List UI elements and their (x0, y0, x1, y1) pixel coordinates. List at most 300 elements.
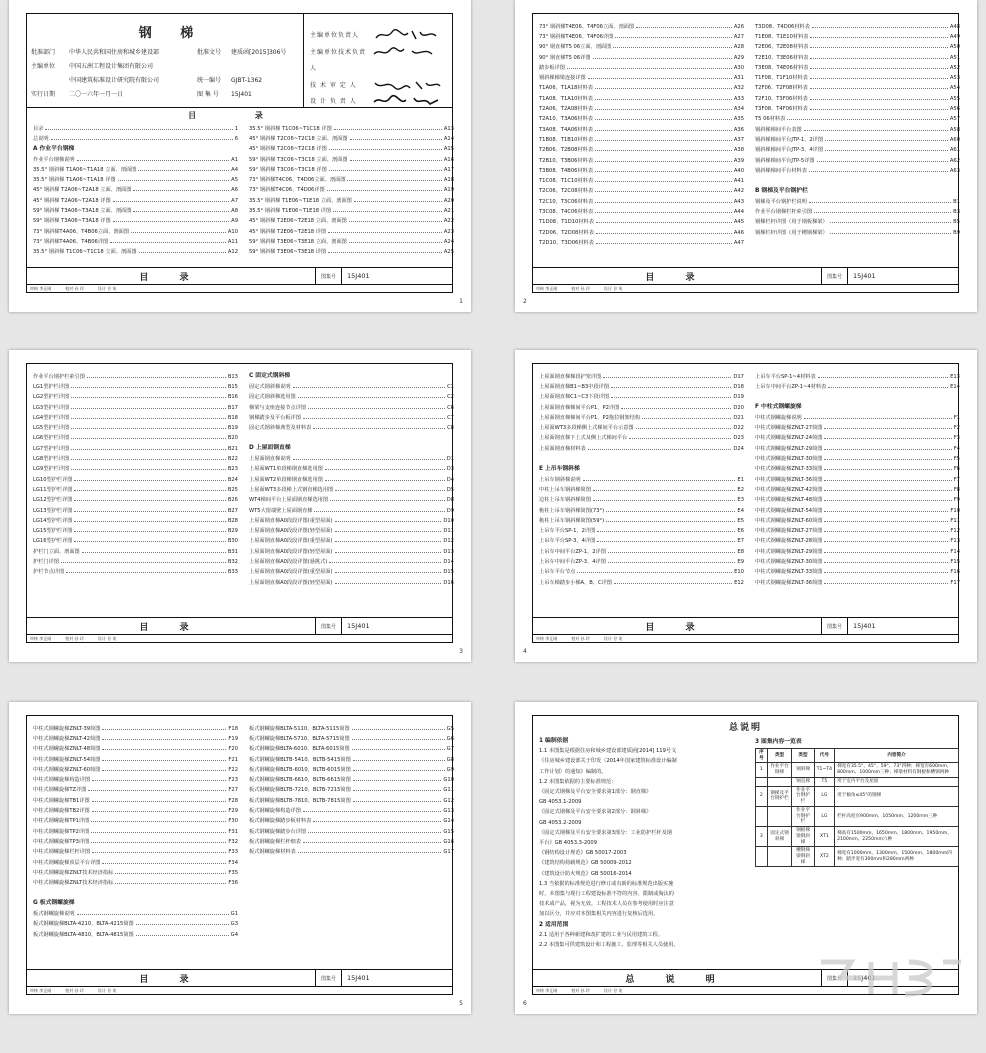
toc-row (755, 63, 960, 73)
toc-leader-dots (91, 842, 226, 843)
toc-row (33, 837, 238, 847)
sign-design: 设计 谷 英 (603, 285, 623, 291)
toc-page-ref: G13 (443, 808, 454, 815)
toc-leader-dots (71, 449, 226, 450)
toc-row (33, 734, 238, 744)
toc-page-ref: A5 (231, 177, 238, 184)
toc-leader-dots (621, 408, 731, 409)
toc-page-ref: D16 (443, 579, 454, 586)
sign-row (27, 284, 452, 292)
toc-row (249, 557, 454, 567)
toc-leader-dots (804, 418, 952, 419)
table-row (756, 847, 959, 867)
toc-row (33, 909, 238, 919)
toc-page-ref: D3 (446, 466, 454, 473)
toc-entry-label: 上屋面WT3多段梯侧上式梯间平台示意图 (539, 425, 634, 432)
toc-entry-label: 中柱式钢螺旋梯ZNLT-60简图 (755, 517, 823, 524)
toc-leader-dots (71, 469, 226, 470)
toc-entry-label: 板式钢螺旋梯BLTA-4210、BLTA-4215简图 (33, 921, 134, 928)
toc-leader-dots (131, 232, 226, 233)
toc-entry-label: 板式钢螺旋梯踏步板材料表 (249, 818, 312, 825)
toc-entry-label: 中柱式钢螺旋梯ZNLT-33简图 (755, 466, 823, 473)
toc-row (755, 125, 960, 135)
page-number: 1 (459, 298, 463, 305)
toc-leader-dots (92, 801, 227, 802)
toc-page-ref: G6 (446, 735, 454, 742)
toc-row (249, 248, 454, 258)
toc-entry-label: 73° 钢斜梯T4A06、T4B06立面、剖面图 (33, 228, 129, 235)
sheet-page-3 (9, 350, 471, 662)
toc-entry-label: LG3型护栏详图 (33, 404, 70, 411)
toc-entry-label: 中柱式钢螺旋梯构造详图 (33, 777, 91, 784)
toc-row (249, 724, 454, 734)
table-cell-type: 作业平台钢护栏 (792, 806, 814, 826)
cover-left-info (31, 46, 159, 102)
toc-leader-dots (136, 924, 229, 925)
toc-row (539, 228, 744, 238)
table-row (756, 777, 959, 786)
toc-leader-dots (608, 552, 736, 553)
toc-entry-label: T2F10、T3F06材料表 (755, 95, 808, 102)
toc-leader-dots (51, 139, 233, 140)
toc-row (33, 145, 238, 155)
toc-entry-label: 上吊车钢斜梯说明 (539, 476, 581, 483)
toc-page-ref: F1 (953, 414, 960, 421)
toc-entry-label: LG9型护栏详图 (33, 466, 70, 473)
toc-page-ref: F15 (950, 558, 960, 565)
sheet-page-5 (9, 702, 471, 1014)
toc-row (539, 413, 744, 423)
toc-row (249, 393, 454, 403)
toc-leader-dots (818, 377, 948, 378)
toc-entry-label: 中柱式钢螺旋梯ZNLT-42简图 (755, 486, 823, 493)
toc-leader-dots (824, 521, 948, 522)
toc-entry-label: WT4梯间平台上屋面钢直梯选用图 (249, 497, 329, 504)
toc-leader-dots (810, 47, 947, 48)
toc-row (249, 806, 454, 816)
toc-entry-label: 35.5° 钢斜梯 T1E06~T1E18 立面、剖面图 (249, 197, 352, 204)
toc-row (755, 32, 960, 42)
toc-row (249, 175, 454, 185)
toc-entry-label: 中柱式钢螺旋梯ZNLT-24简图 (755, 435, 823, 442)
toc-page-ref: F12 (950, 528, 960, 535)
toc-page-ref: D20 (733, 404, 744, 411)
toc-page-ref: A34 (733, 106, 744, 113)
page-number: 4 (523, 648, 527, 655)
toc-page-ref: A1 (231, 156, 238, 163)
toc-leader-dots (115, 883, 226, 884)
toc-row (33, 568, 238, 578)
toc-page-ref: A10 (227, 228, 238, 235)
toc-page-ref: A37 (733, 136, 744, 143)
toc-entry-label: 上吊车平台SP-1、2详图 (539, 528, 596, 535)
toc-page-ref: A21 (443, 208, 454, 215)
handwritten-signature (372, 78, 442, 92)
atlas-label: 图集号 (321, 624, 337, 630)
toc-row (249, 413, 454, 423)
toc-row (249, 734, 454, 744)
toc-row (33, 134, 238, 144)
toc-entry-label: 上屋面钢直梯A0段段详图(重型屋面) (249, 538, 333, 545)
toc-leader-dots (293, 387, 446, 388)
toc-page-ref: A58 (949, 126, 960, 133)
toc-row (33, 434, 238, 444)
toc-row (539, 156, 744, 166)
toc-entry-label: LG1型护栏详图 (33, 383, 70, 390)
toc-page-ref: E8 (737, 548, 744, 555)
toc-entry-label: 板式钢螺旋梯BLTA-4810、BLTA-4815简图 (33, 931, 134, 938)
site-watermark-logo (801, 948, 971, 1008)
toc-page-ref: D14 (443, 558, 454, 565)
table-cell-no: 3 (756, 827, 768, 847)
toc-entry-label: 59° 钢斜梯 T3A06~T3A18 详图 (33, 218, 111, 225)
info-value: 中华人民共和国住房和城乡建设部 (69, 49, 160, 56)
toc-page-ref: A53 (949, 75, 960, 82)
toc-entry-label: WT5大窗端壁上屋面钢直梯 (249, 507, 313, 514)
sheet-page-2 (515, 0, 977, 312)
toc-entry-label: LG16型护栏详图 (33, 538, 73, 545)
toc-entry-label: T2E06、T2E08材料表 (755, 44, 809, 51)
toc-leader-dots (824, 552, 948, 553)
toc-leader-dots (814, 212, 951, 213)
toc-row (33, 745, 238, 755)
toc-page-ref: E6 (737, 528, 744, 535)
info-key: 批准文号 (197, 49, 222, 56)
toc-page-ref: F4 (953, 445, 960, 452)
toc-leader-dots (71, 428, 226, 429)
toc-page-ref: A62 (949, 157, 960, 164)
title-block (27, 617, 452, 642)
toc-entry-label: LG11型护栏详图 (33, 486, 73, 493)
toc-row (755, 22, 960, 32)
toc-row (33, 186, 238, 196)
toc-page-ref: F28 (228, 797, 238, 804)
toc-entry-label: 上屋面WT3多段梯上式钢直梯选用图 (249, 486, 334, 493)
notes-heading: 1 编制依据 (539, 738, 569, 744)
toc-row (755, 115, 960, 125)
table-cell-desc: 栏杆高度有900mm、1050mm、1200mm三种 (835, 806, 959, 826)
toc-page-ref: A49 (949, 33, 960, 40)
toc-leader-dots (303, 842, 441, 843)
toc-page-ref: A39 (733, 157, 744, 164)
col-header: 代号 (814, 749, 834, 763)
toc-row (249, 568, 454, 578)
toc-column-left (539, 372, 744, 588)
toc-entry-label: 59° 钢斜梯 T3A06~T3A18 立面、剖面图 (33, 208, 132, 215)
toc-row (539, 557, 744, 567)
toc-page-ref: F35 (228, 869, 238, 876)
toc-entry-label: G 板式钢螺旋梯 (33, 900, 75, 907)
title-block-title: 目 录 (27, 268, 316, 285)
sign-role: 主编单位负责人 (310, 32, 360, 39)
toc-leader-dots (824, 459, 951, 460)
toc-entry-label: 45° 钢斜梯 T2C06~T2C18 立面、剖面图 (249, 135, 348, 142)
toc-column-right (755, 22, 960, 238)
toc-entry-label: 中柱式钢螺旋梯TP3详图 (33, 838, 90, 845)
atlas-code: 15J401 (847, 618, 881, 635)
toc-page-ref: A7 (231, 197, 238, 204)
table-cell-code: XT1 (814, 827, 834, 847)
toc-row (33, 848, 238, 858)
table-cell-group (767, 806, 792, 826)
toc-entry-label: 73° 钢斜梯T4E06、T4F06详图 (539, 33, 614, 40)
toc-leader-dots (74, 541, 225, 542)
toc-row (755, 506, 960, 516)
toc-entry-label: 上屋面钢直梯A0段段详图(悬挑式) (249, 558, 328, 565)
toc-row (755, 187, 960, 197)
toc-page-ref: E7 (737, 538, 744, 545)
toc-page-ref: A45 (733, 219, 744, 226)
toc-entry-label: 90° 钢直梯T5 06立面、剖面图 (539, 44, 612, 51)
toc-page-ref: F16 (950, 569, 960, 576)
toc-leader-dots (824, 449, 951, 450)
toc-row (33, 765, 238, 775)
toc-page-ref: F13 (950, 538, 960, 545)
toc-page-ref: F20 (228, 746, 238, 753)
toc-row (539, 526, 744, 536)
toc-leader-dots (603, 377, 731, 378)
toc-page-ref: F5 (953, 456, 960, 463)
toc-leader-dots (92, 852, 226, 853)
toc-leader-dots (349, 221, 442, 222)
toc-page-ref: A38 (733, 147, 744, 154)
sign-design: 设计 谷 英 (97, 285, 117, 291)
toc-row (755, 176, 960, 186)
toc-leader-dots (118, 180, 230, 181)
toc-row (755, 434, 960, 444)
toc-row (33, 557, 238, 567)
toc-page-ref: A26 (733, 23, 744, 30)
toc-leader-dots (595, 191, 732, 192)
toc-row (33, 516, 238, 526)
toc-row (249, 403, 454, 413)
sheet-page-6 (515, 702, 977, 1014)
toc-row (33, 413, 238, 423)
toc-row (539, 454, 744, 464)
toc-leader-dots (593, 500, 736, 501)
atlas-code: 15J401 (341, 618, 375, 635)
table-cell-desc: 梯宽有1000mm、1300mm、1500mm、1800mm四种；踏步宽有300mm和280mm两种 (835, 847, 959, 867)
toc-leader-dots (335, 521, 442, 522)
toc-leader-dots (133, 190, 229, 191)
toc-leader-dots (113, 221, 229, 222)
toc-page-ref: F33 (228, 849, 238, 856)
toc-page-ref: F10 (950, 507, 960, 514)
toc-page-ref: E13 (950, 373, 960, 380)
toc-row (249, 382, 454, 392)
toc-row (33, 423, 238, 433)
toc-page-ref: A9 (231, 218, 238, 225)
toc-leader-dots (313, 428, 445, 429)
title-block (27, 969, 452, 994)
sign-check: 校对 孙 玲 (65, 987, 84, 993)
toc-column-right (755, 372, 960, 588)
toc-entry-label: 73° 钢斜梯T4A06、T4B06详图 (33, 238, 109, 245)
toc-leader-dots (327, 190, 442, 191)
toc-page-ref: B27 (227, 507, 238, 514)
toc-leader-dots (314, 511, 444, 512)
cover-header (27, 14, 452, 108)
toc-page-ref: A4 (231, 166, 238, 173)
toc-row (539, 475, 744, 485)
toc-leader-dots (352, 749, 445, 750)
toc-page-ref: F7 (953, 476, 960, 483)
toc-row (249, 837, 454, 847)
toc-entry-label: 板式钢螺旋梯BLTB-7210、BLTB-7215简图 (249, 787, 351, 794)
toc-row (755, 94, 960, 104)
toc-leader-dots (595, 202, 732, 203)
atlas-label: 图集号 (827, 624, 843, 630)
toc-row (33, 547, 238, 557)
toc-leader-dots (804, 130, 948, 131)
toc-page-ref: F3 (953, 435, 960, 442)
toc-row (539, 94, 744, 104)
toc-leader-dots (595, 88, 732, 89)
toc-row (249, 537, 454, 547)
toc-page-ref: F23 (228, 777, 238, 784)
toc-page-ref: B25 (227, 486, 238, 493)
toc-row (755, 104, 960, 114)
title-block (533, 267, 958, 292)
toc-entry-label: 固定式钢斜梯说明 (249, 383, 291, 390)
toc-row (33, 506, 238, 516)
toc-row (755, 526, 960, 536)
toc-page-ref: A47 (733, 239, 744, 246)
toc-column-right (249, 124, 454, 258)
toc-page-ref: B18 (227, 414, 238, 421)
toc-row (539, 166, 744, 176)
info-value: 建质函[2015]306号 (231, 49, 287, 56)
toc-entry-label: T2A10、T3A06材料表 (539, 116, 593, 123)
toc-row (755, 465, 960, 475)
toc-row (249, 745, 454, 755)
notes-line: 1.3 当依据的标准规范进行修订或有新的标准规范出版实施 (539, 880, 674, 887)
toc-page-ref: G11 (443, 787, 454, 794)
toc-row (539, 207, 744, 217)
toc-entry-label: 上屋面WT2单段梯钢直梯选用图 (249, 476, 323, 483)
table-cell-desc: 用于室内平台及屋面 (835, 777, 959, 786)
table-cell-group: 钢梯及平台钢护栏 (767, 786, 792, 806)
toc-page-ref: D15 (443, 569, 454, 576)
toc-entry-label: 钢斜梯梯间平台材料表 (755, 167, 807, 174)
notes-line: 《固定式钢梯及平台安全要求第2部分：钢斜梯》 (539, 809, 652, 816)
toc-leader-dots (595, 161, 732, 162)
toc-entry-label: 35.5° 钢斜梯 T1A06~T1A18 详图 (33, 177, 116, 184)
toc-entry-label: LG6型护栏详图 (33, 435, 70, 442)
toc-page-ref: B16 (227, 394, 238, 401)
toc-column-left (33, 124, 238, 258)
toc-leader-dots (87, 377, 226, 378)
sheet-page-4 (515, 350, 977, 662)
toc-page-ref: A29 (733, 54, 744, 61)
notes-line: 2.1 适用于各种新建和改扩建的工业与民用建筑工程。 (539, 931, 664, 938)
toc-leader-dots (334, 129, 442, 130)
toc-page-ref: F29 (228, 808, 238, 815)
toc-leader-dots (810, 99, 948, 100)
toc-row (539, 84, 744, 94)
toc-entry-label: 上吊车梯踏步小梯A、B、C详图 (539, 579, 612, 586)
toc-column-right (249, 724, 454, 858)
toc-leader-dots (810, 78, 948, 79)
toc-leader-dots (102, 749, 226, 750)
toc-leader-dots (825, 140, 948, 141)
toc-page-ref: F8 (953, 486, 960, 493)
toc-row (249, 506, 454, 516)
page-number: 6 (523, 1000, 527, 1007)
toc-row (539, 146, 744, 156)
toc-page-ref: A33 (733, 95, 744, 102)
toc-leader-dots (74, 521, 225, 522)
toc-entry-label: 作业平台钢梯说明 (33, 156, 75, 163)
toc-page-ref: G8 (446, 756, 454, 763)
toc-row (249, 475, 454, 485)
toc-leader-dots (588, 449, 732, 450)
toc-row (755, 496, 960, 506)
toc-entry-label: 钢梯栏杆详图（用于钢板梯梁） (755, 219, 828, 226)
toc-entry-label: 上吊车平台SP-3、4详图 (539, 538, 596, 545)
toc-page-ref: B9 (953, 229, 960, 236)
toc-entry-label: 73° 钢斜梯T4C06、T4D06立面、剖面图 (249, 177, 346, 184)
toc-page-ref: E4 (737, 507, 744, 514)
toc-entry-label: D 上屋面钢直梯 (249, 445, 291, 452)
toc-row (755, 228, 960, 238)
sign-row (27, 634, 452, 642)
toc-leader-dots (335, 583, 442, 584)
toc-page-ref: F17 (950, 579, 960, 586)
toc-page-ref: A23 (443, 228, 454, 235)
notes-line: 《钢结构设计规范》GB 50017-2003 (539, 850, 627, 857)
toc-page-ref: D18 (733, 383, 744, 390)
toc-page-ref: A8 (231, 208, 238, 215)
toc-entry-label: 钢梯踏步及平台板详图 (249, 414, 301, 421)
title-block-title: 目 录 (27, 618, 316, 635)
toc-row (249, 124, 454, 134)
sign-design: 设计 谷 英 (97, 635, 117, 641)
toc-entry-label: 板式钢螺旋梯BLTA-6010、BLTA-6015简图 (249, 746, 350, 753)
toc-row (755, 146, 960, 156)
table-cell-code: XT2 (814, 847, 834, 867)
page-number: 5 (459, 1000, 463, 1007)
toc-row (755, 423, 960, 433)
notes-line: 2.2 本图集可供建筑设计和工程施工、监理等相关人员使用。 (539, 942, 679, 949)
toc-row (33, 930, 238, 940)
toc-page-ref: B28 (227, 517, 238, 524)
toc-entry-label: 中柱式钢螺旋梯ZNLT-27简图 (755, 528, 823, 535)
sign-review: 审核 李正刚 (536, 285, 558, 291)
toc-leader-dots (102, 863, 226, 864)
toc-entry-label: LG14型护栏详图 (33, 517, 73, 524)
toc-leader-dots (595, 140, 732, 141)
toc-leader-dots (115, 873, 226, 874)
toc-entry-label: 中柱式钢螺旋梯ZNLT技术经济指标 (33, 869, 114, 876)
toc-leader-dots (824, 438, 951, 439)
toc-entry-label: T1A06、T1A18材料表 (539, 85, 593, 92)
toc-row (33, 755, 238, 765)
cover-mid-info (197, 46, 286, 102)
atlas-label: 图集号 (827, 274, 843, 280)
toc-entry-label: 中柱式钢螺旋梯ZNLT-60简图 (33, 766, 101, 773)
toc-entry-label: 中柱式钢螺旋梯ZNLT-33简图 (755, 569, 823, 576)
toc-row (33, 786, 238, 796)
atlas-label: 图集号 (321, 274, 337, 280)
table-cell-type: 钢板梯梁钢斜梯 (792, 827, 814, 847)
toc-page-ref: B22 (227, 456, 238, 463)
notes-line: 平台》GB 4053.3-2009 (539, 840, 598, 847)
toc-entry-label: 59° 钢斜梯 T3C06~T3C18 立面、剖面图 (249, 156, 348, 163)
toc-entry-label: 钢梯及平台钢护栏说明 (755, 198, 807, 205)
toc-entry-label: LG5型护栏详图 (33, 425, 70, 432)
toc-leader-dots (71, 387, 226, 388)
